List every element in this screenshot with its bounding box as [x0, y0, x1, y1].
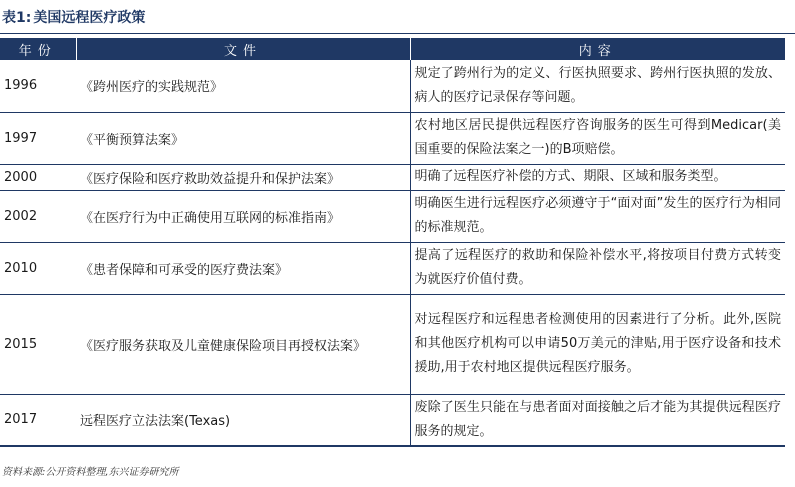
row-year: 2017 [0, 394, 76, 446]
table-row [0, 164, 785, 190]
row-document: 《患者保障和可承受的医疗费法案》 [76, 242, 410, 294]
header-document: 文件 [76, 38, 410, 60]
row-year: 2010 [0, 242, 76, 294]
row-document: 《平衡预算法案》 [76, 112, 410, 164]
row-year: 1996 [0, 60, 76, 112]
policy-table [0, 38, 785, 447]
table-row [0, 294, 785, 394]
table-row [0, 242, 785, 294]
row-document: 《医疗服务获取及儿童健康保险项目再授权法案》 [76, 294, 410, 394]
title-divider [0, 33, 795, 34]
row-year: 2015 [0, 294, 76, 394]
row-year: 2000 [0, 164, 76, 190]
table-row [0, 60, 785, 112]
row-content: 废除了医生只能在与患者面对面接触之后才能为其提供远程医疗服务的规定。 [410, 394, 785, 446]
row-content: 规定了跨州行为的定义、行医执照要求、跨州行医执照的发放、病人的医疗记录保存等问题。 [410, 60, 785, 112]
table-row [0, 112, 785, 164]
row-content: 农村地区居民提供远程医疗咨询服务的医生可得到Medicar(美国重要的保险法案之一)的B项赔偿。 [410, 112, 785, 164]
row-document: 远程医疗立法法案(Texas) [76, 394, 410, 446]
row-document: 《在医疗行为中正确使用互联网的标准指南》 [76, 190, 410, 242]
table-row [0, 190, 785, 242]
row-content: 明确了远程医疗补偿的方式、期限、区域和服务类型。 [410, 164, 785, 190]
header-content: 内容 [410, 38, 785, 60]
header-year: 年份 [0, 38, 76, 60]
table-number: 表1: [2, 10, 32, 26]
source-note: 资料来源:公开资料整理,东兴证券研究所 [2, 467, 179, 478]
table-header-row [0, 38, 785, 60]
row-year: 1997 [0, 112, 76, 164]
row-year: 2002 [0, 190, 76, 242]
table-row [0, 394, 785, 446]
row-document: 《医疗保险和医疗救助效益提升和保护法案》 [76, 164, 410, 190]
row-content: 对远程医疗和远程患者检测使用的因素进行了分析。此外,医院和其他医疗机构可以申请50万美元的津贴,用于医疗设备和技术援助,用于农村地区提供远程医疗服务。 [410, 294, 785, 394]
row-document: 《跨州医疗的实践规范》 [76, 60, 410, 112]
table-title [2, 6, 145, 30]
row-content: 明确医生进行远程医疗必须遵守于“面对面”发生的医疗行为相同的标准规范。 [410, 190, 785, 242]
table-title-text: 美国远程医疗政策 [33, 10, 146, 26]
row-content: 提高了远程医疗的救助和保险补偿水平,将按项目付费方式转变为就医疗价值付费。 [410, 242, 785, 294]
